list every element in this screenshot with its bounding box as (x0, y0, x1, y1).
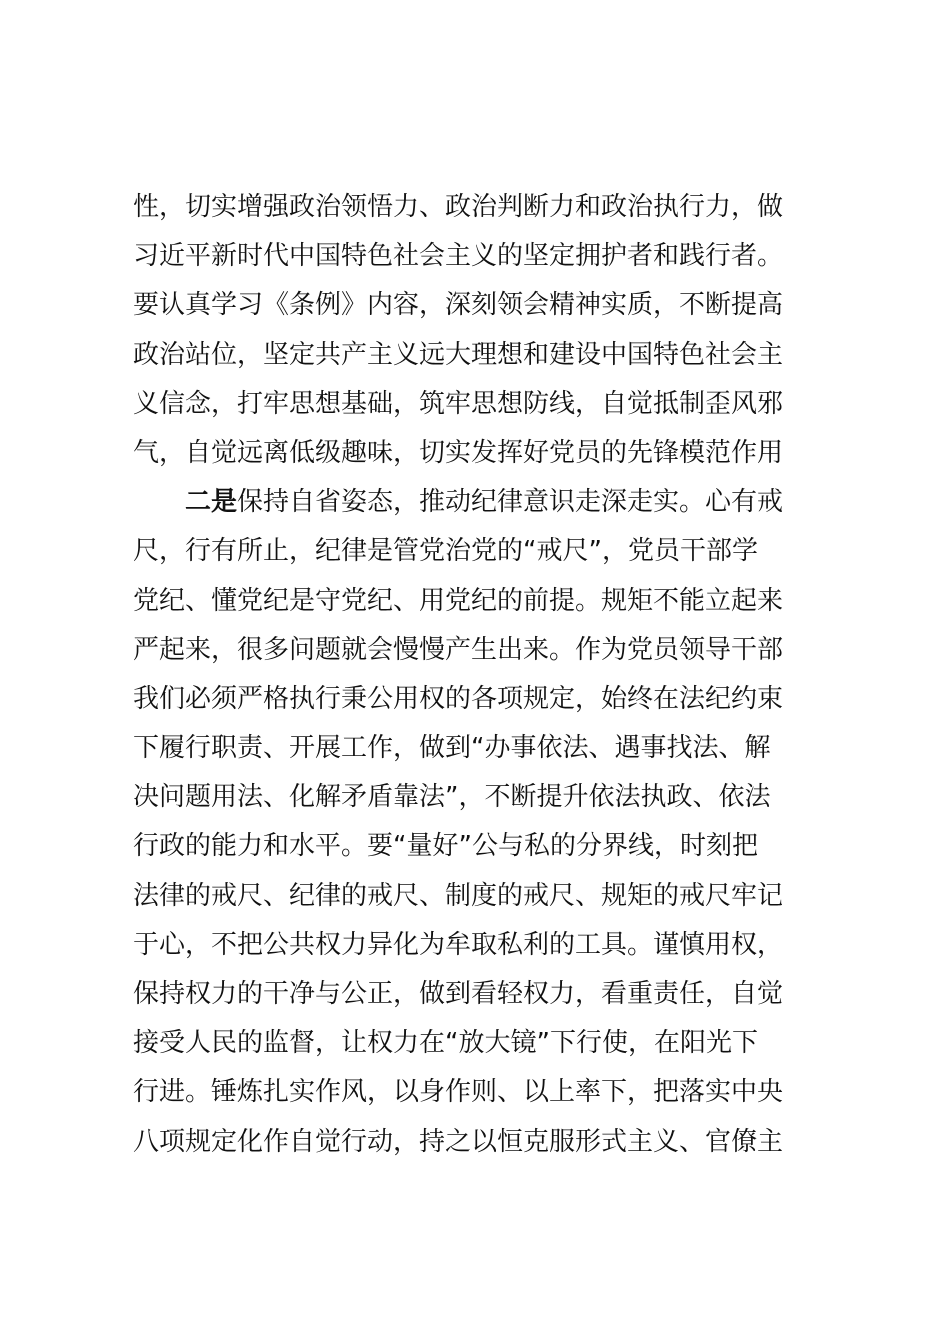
text-line: 行政的能力和水平。要“量好”公与私的分界线，时刻把 (133, 831, 758, 862)
text-line: 接受人民的监督，让权力在“放大镜”下行使，在阳光下 (133, 1028, 758, 1059)
text-line: 习近平新时代中国特色社会主义的坚定拥护者和践行者。 (133, 241, 784, 272)
text-line: 义信念，打牢思想基础，筑牢思想防线，自觉抵制歪风邪 (133, 388, 784, 419)
text-line: 我们必须严格执行秉公用权的各项规定，始终在法纪约束 (133, 683, 784, 714)
text-line: 党纪、懂党纪是守党纪、用党纪的前提。规矩不能立起来 (133, 585, 784, 616)
text-line: 法律的戒尺、纪律的戒尺、制度的戒尺、规矩的戒尺牢记 (133, 880, 784, 911)
text-line: 严起来，很多问题就会慢慢产生出来。作为党员领导干部 (133, 634, 784, 665)
text-line-content: 保持自省姿态，推动纪律意识走深走实。心有戒 (237, 487, 784, 518)
text-line: 性，切实增强政治领悟力、政治判断力和政治执行力，做 (133, 192, 784, 222)
section-lead: 二是 (185, 487, 238, 518)
paragraph-start-line (133, 478, 833, 527)
text-line: 下履行职责、开展工作，做到“办事依法、遇事找法、解 (133, 733, 771, 764)
text-line: 要认真学习《条例》内容，深刻领会精神实质，不断提高 (133, 290, 784, 321)
body-text (133, 183, 833, 1167)
text-line: 保持权力的干净与公正，做到看轻权力，看重责任，自觉 (133, 979, 784, 1009)
text-line: 政治站位，坚定共产主义远大理想和建设中国特色社会主 (133, 339, 784, 370)
text-line: 尺，行有所止，纪律是管党治党的“戒尺”，党员干部学 (133, 536, 758, 567)
text-line: 于心，不把公共权力异化为牟取私利的工具。谨慎用权， (133, 929, 784, 960)
text-line: 八项规定化作自觉行动，持之以恒克服形式主义、官僚主 (133, 1126, 784, 1157)
text-line: 气，自觉远离低级趣味，切实发挥好党员的先锋模范作用 (133, 437, 784, 468)
text-line: 决问题用法、化解矛盾靠法”，不断提升依法执政、依法 (133, 782, 771, 813)
text-line: 行进。锤炼扎实作风，以身作则、以上率下，把落实中央 (133, 1077, 784, 1108)
